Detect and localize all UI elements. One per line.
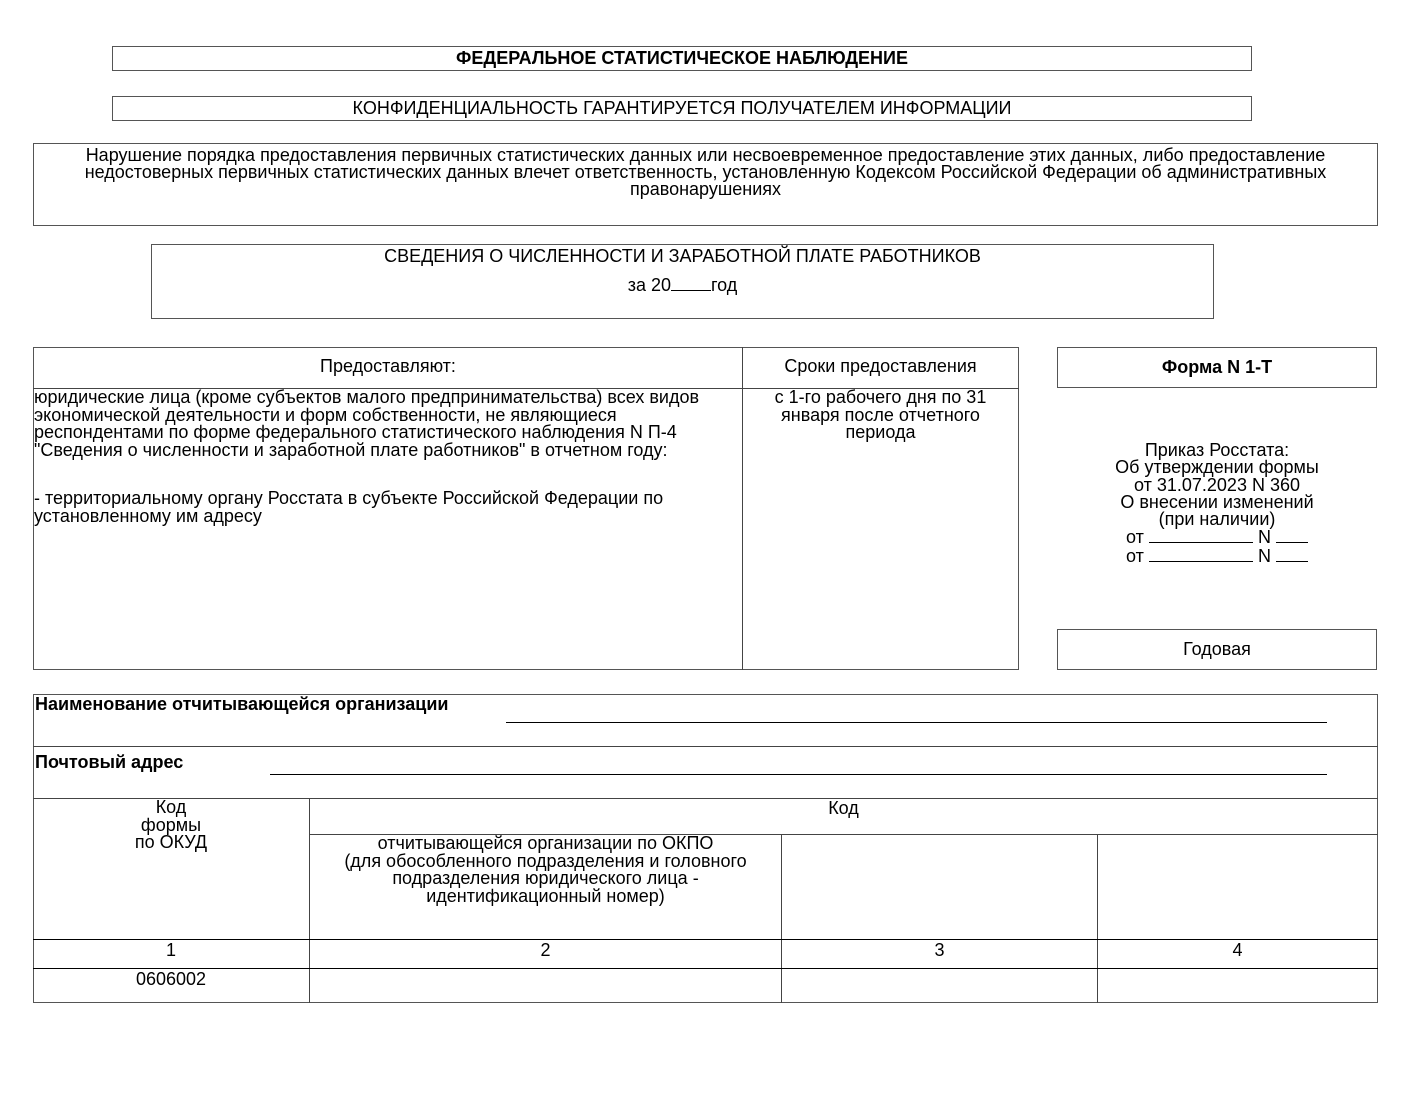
- confidentiality-text: КОНФИДЕНЦИАЛЬНОСТЬ ГАРАНТИРУЕТСЯ ПОЛУЧАТЕЛЕМ ИНФОРМАЦИИ: [352, 98, 1012, 118]
- federal-observation-banner: [112, 46, 1252, 71]
- periodicity-box: [1057, 629, 1377, 670]
- amendment-1-number-field[interactable]: [1276, 528, 1308, 543]
- amendment-1-date-field[interactable]: [1149, 528, 1253, 543]
- okpo-code-field[interactable]: [310, 969, 781, 1002]
- order-line-2: Об утверждении формы: [1115, 457, 1319, 478]
- amendment-2-number-field[interactable]: [1276, 547, 1308, 562]
- postal-address-label: Почтовый адрес: [35, 752, 184, 772]
- form-number-box: [1057, 347, 1377, 388]
- who-line-4: "Сведения о численности и заработной плате работников" в отчетном году:: [34, 439, 668, 460]
- deadline-line-1: с 1-го рабочего дня по 31: [774, 387, 987, 407]
- who-line-6: установленному им адресу: [34, 505, 262, 526]
- warning-line-2: недостоверных первичных статистических данных влечет ответственность, установленную Кодексом Российской Федерации об административных: [84, 162, 1327, 182]
- column-number-3: 3: [934, 940, 945, 960]
- deadline-line-2: января после отчетного: [781, 404, 980, 425]
- who-line-3: респондентами по форме федерального статистического наблюдения N П-4: [34, 422, 677, 442]
- confidentiality-banner: [112, 96, 1252, 121]
- amendment-2-date-field[interactable]: [1149, 547, 1253, 562]
- org-name-label: Наименование отчитывающейся организации: [35, 694, 449, 714]
- warning-line-1: Нарушение порядка предоставления первичных статистических данных или несвоевременное предоставление этих данных, либо предоставление: [85, 145, 1326, 165]
- column-number-4: 4: [1232, 940, 1243, 960]
- who-line-5: - территориальному органу Росстата в субъекте Российской Федерации по: [34, 488, 664, 508]
- column-number-2: 2: [540, 940, 551, 960]
- report-period: [152, 276, 1213, 294]
- who-line-1: юридические лица (кроме субъектов малого предпринимательства) всех видов: [34, 387, 700, 407]
- report-title: СВЕДЕНИЯ О ЧИСЛЕННОСТИ И ЗАРАБОТНОЙ ПЛАТЕ РАБОТНИКОВ: [384, 246, 981, 266]
- okud-code-value: 0606002: [135, 969, 207, 989]
- periodicity: Годовая: [1183, 639, 1251, 659]
- order-line-3: от 31.07.2023 N 360: [1134, 474, 1300, 495]
- who-header: Предоставляют:: [320, 356, 456, 376]
- approval-order: [1057, 442, 1377, 565]
- warning-line-3: правонарушениях: [629, 179, 782, 199]
- who-body: [34, 389, 740, 525]
- title-block: [151, 244, 1214, 319]
- federal-observation-text: ФЕДЕРАЛЬНОЕ СТАТИСТИЧЕСКОЕ НАБЛЮДЕНИЕ: [456, 48, 908, 68]
- deadline-body: [743, 389, 1018, 442]
- column-number-row-top: [33, 939, 1378, 940]
- form-number: Форма N 1-Т: [1161, 357, 1273, 377]
- deadline-header: Сроки предоставления: [784, 356, 977, 376]
- amendment-2: от N: [1057, 547, 1377, 565]
- code-col4-field[interactable]: [1098, 969, 1377, 1002]
- who-line-2: экономической деятельности и форм собственности, не являющиеся: [34, 404, 617, 425]
- order-line-1: Приказ Росстата:: [1144, 440, 1290, 460]
- postal-address-field[interactable]: [270, 774, 1327, 775]
- org-name-field[interactable]: [506, 722, 1327, 723]
- order-line-4: О внесении изменений: [1120, 491, 1314, 512]
- column-number-1: 1: [165, 940, 176, 960]
- amendment-1: от N: [1057, 528, 1377, 546]
- warning-notice: [33, 143, 1378, 226]
- deadline-line-3: периода: [845, 422, 916, 442]
- order-line-5: (при наличии): [1158, 509, 1276, 530]
- period-prefix: за 20: [627, 275, 671, 295]
- code-header: Код: [828, 798, 859, 818]
- period-suffix: год: [711, 275, 738, 295]
- org-row-divider: [33, 746, 1378, 747]
- period-year-field[interactable]: [671, 276, 711, 291]
- okud-header: Код формы по ОКУД: [134, 797, 208, 852]
- code-col3-field[interactable]: [782, 969, 1097, 1002]
- okpo-header: отчитывающейся организации по ОКПО (для обособленного подразделения и головного подразделения юридического лица - идентификационный номер): [344, 833, 747, 906]
